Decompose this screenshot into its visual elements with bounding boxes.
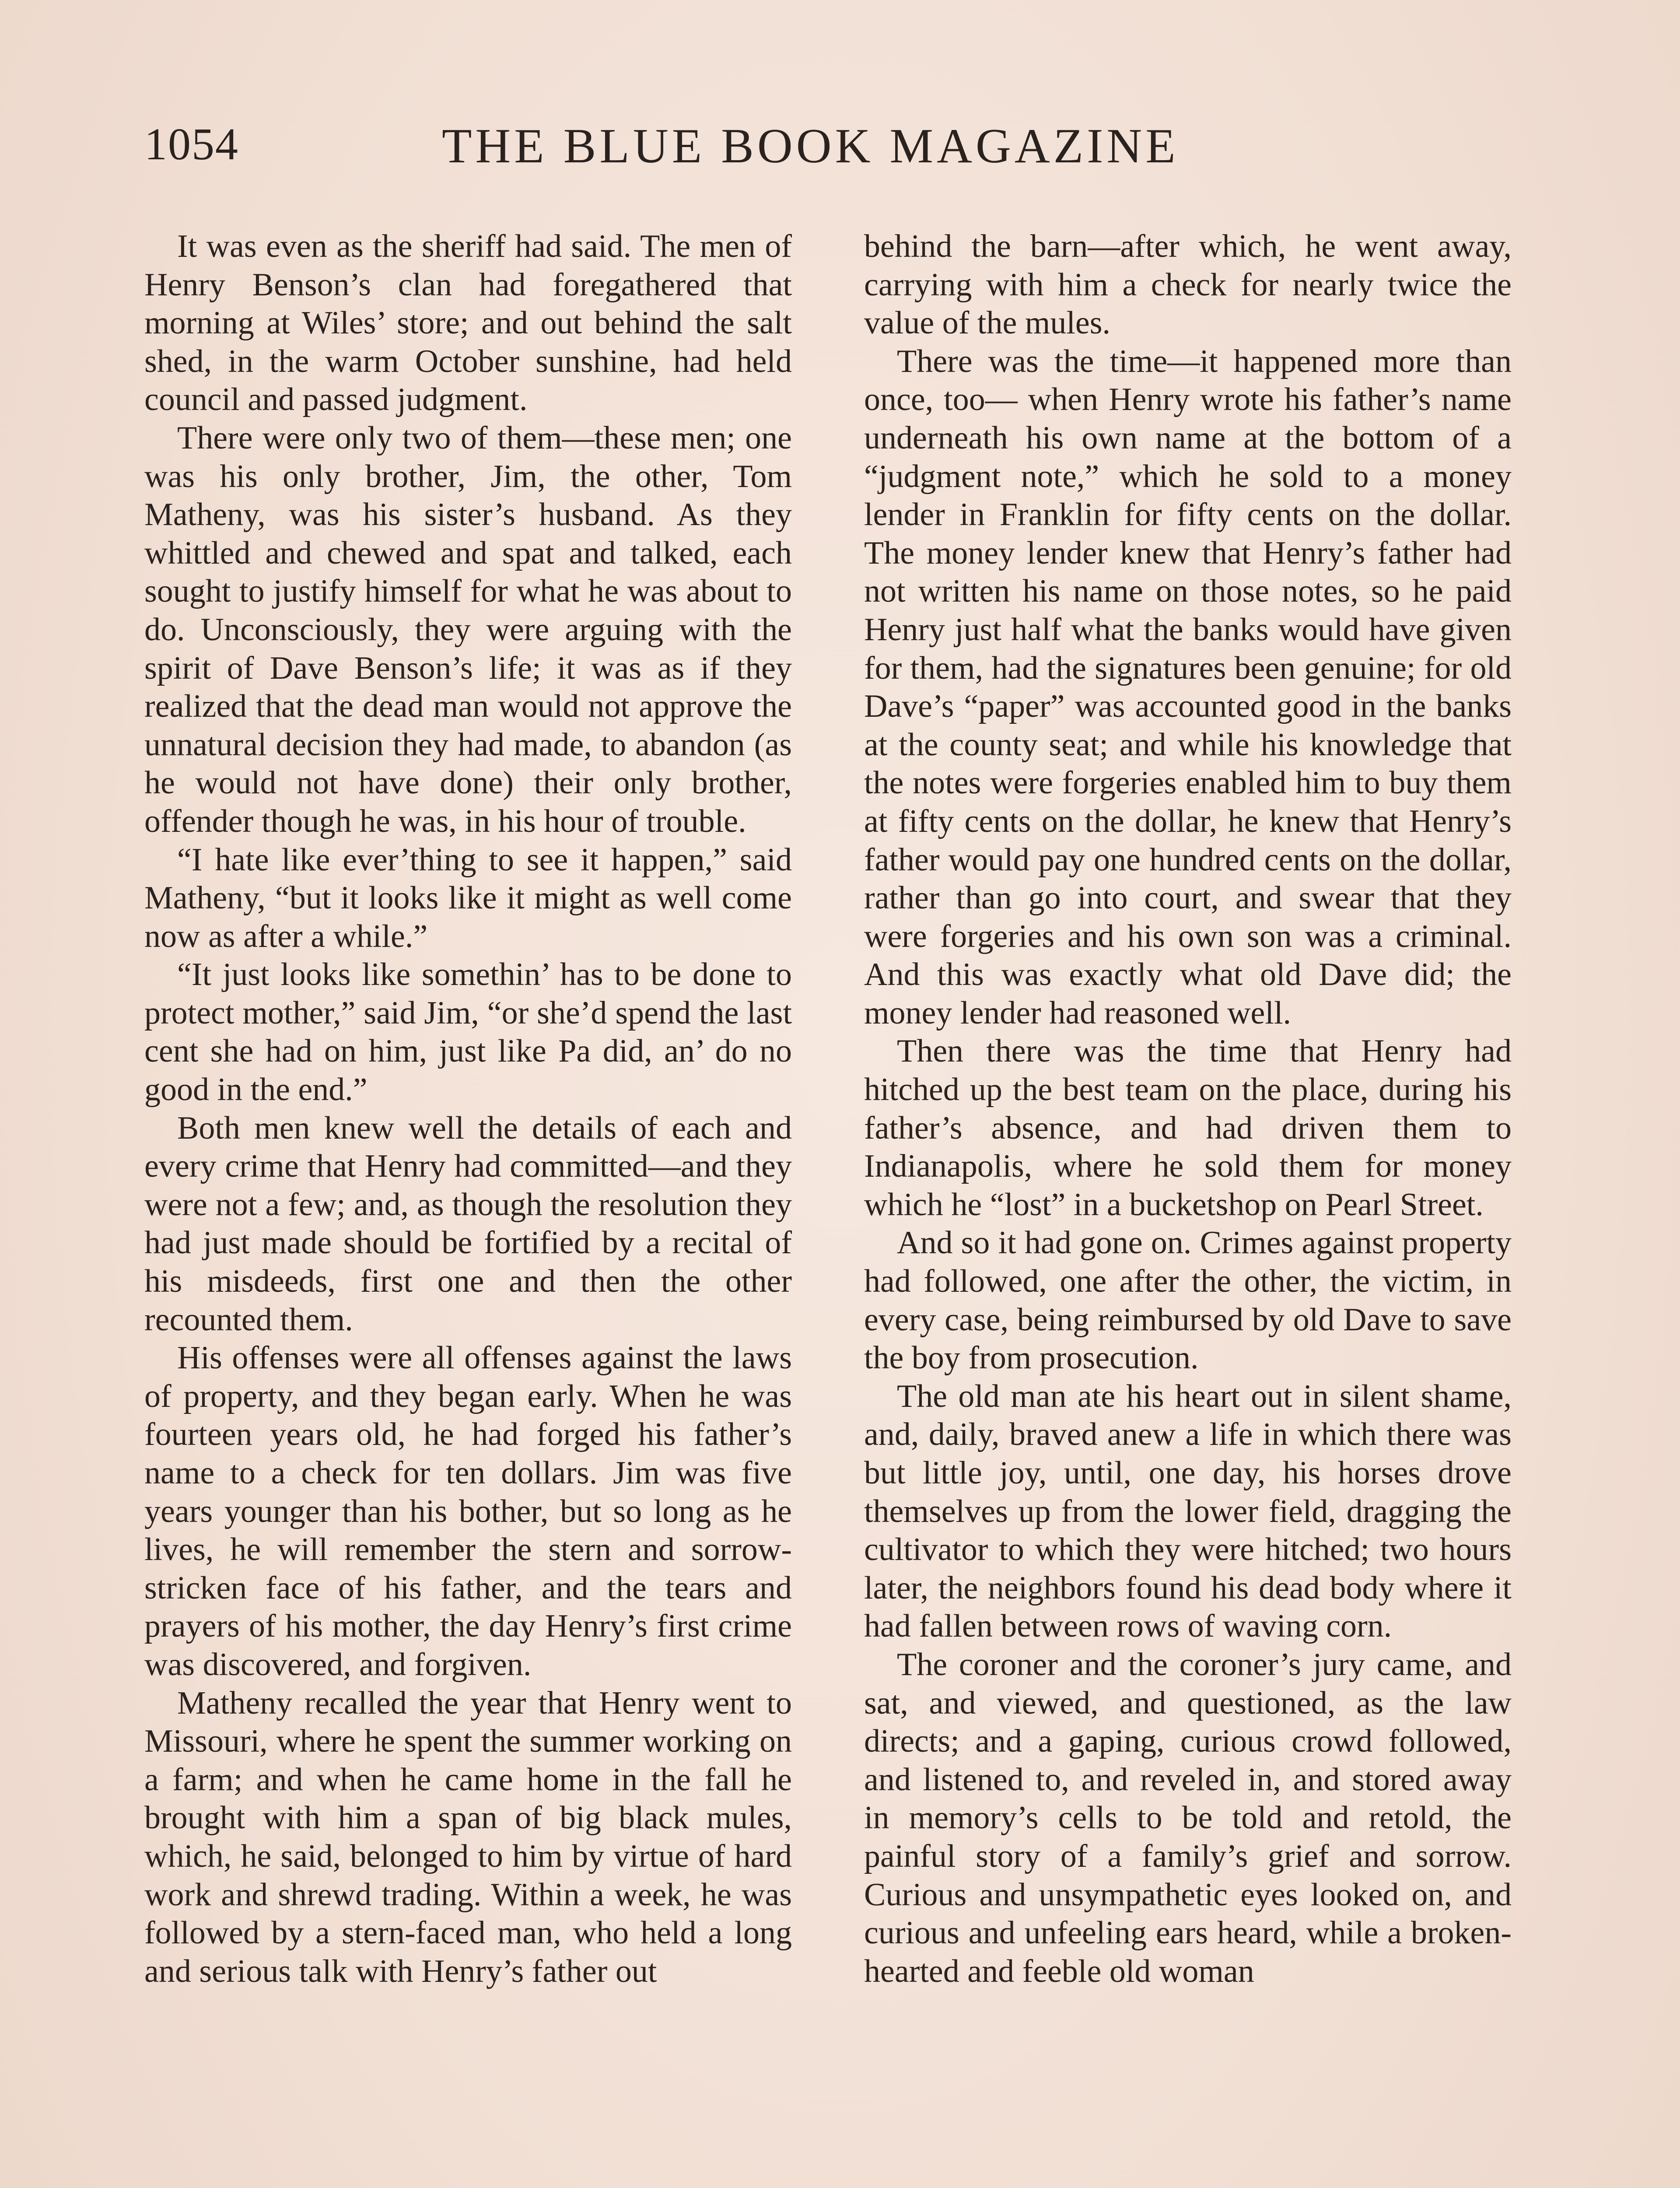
paragraph: Then there was the time that Henry had hitched up the best team on the place, during his father’s absence, and had driven them to Indianapolis, where he sold them for money which he “lost” in a bucketshop on Pearl Street.	[864, 1033, 1512, 1223]
paragraph: Matheny recalled the year that Henry went to Missouri, where he spent the summer working on a farm; and when he came home in the fall he brought with him a span of big black mules, which, he said, belonged to him by virtue of hard work and shrewd trading. Within a week, he was followed by a stern-faced man, who held a long and serious talk with Henry’s father out	[144, 1685, 792, 1989]
page-number: 1054	[144, 119, 239, 169]
paragraph: Both men knew well the details of each and every crime that Henry had committed—and they were not a few; and, as though the resolution they had just made should be fortified by a recital of his misdeeds, first one and then the other recounted them.	[144, 1110, 792, 1338]
left-column	[144, 228, 792, 1991]
continued-paragraph: behind the barn—after which, he went away, carrying with him a check for nearly twice the value of the mules.	[864, 228, 1512, 341]
right-column	[864, 228, 1512, 1991]
paragraph: It was even as the sheriff had said. The men of Henry Benson’s clan had foregathered that morning at Wiles’ store; and out behind the salt shed, in the warm October sunshine, had held council and passed judgment.	[144, 228, 792, 418]
page-header	[144, 118, 1536, 197]
paragraph: “I hate like ever’thing to see it happen,” said Matheny, “but it looks like it might as well come now as after a while.”	[144, 842, 792, 954]
paragraph: And so it had gone on. Crimes against property had followed, one after the other, the victim, in every case, being reimbursed by old Dave to save the boy from prosecution.	[864, 1225, 1512, 1376]
paragraph: The coroner and the coroner’s jury came, and sat, and viewed, and questioned, as the law directs; and a gaping, curious crowd followed, and listened to, and reveled in, and stored away in memory’s cells to be told and retold, the painful story of a family’s grief and sorrow. Curious and unsympathetic eyes looked on, and curious and unfeeling ears heard, while a broken-hearted and feeble old woman	[864, 1646, 1512, 1989]
paragraph: There was the time—it happened more than once, too— when Henry wrote his father’s name underneath his own name at the bottom of a “judgment note,” which he sold to a money lender in Franklin for fifty cents on the dollar. The money lender knew that Henry’s father had not written his name on those notes, so he paid Henry just half what the banks would have given for them, had the signatures been genuine; for old Dave’s “paper” was accounted good in the banks at the county seat; and while his knowledge that the notes were forgeries enabled him to buy them at fifty cents on the dollar, he knew that Henry’s father would pay one hundred cents on the dollar, rather than go into court, and swear that they were forgeries and his own son was a criminal. And this was exactly what old Dave did; the money lender had reasoned well.	[864, 343, 1512, 1031]
paragraph: His offenses were all offenses against the laws of property, and they began early. When he was fourteen years old, he had forged his father’s name to a check for ten dollars. Jim was five years younger than his bother, but so long as he lives, he will remember the stern and sorrow-stricken face of his father, and the tears and prayers of his mother, the day Henry’s first crime was discovered, and forgiven.	[144, 1340, 792, 1683]
running-title: THE BLUE BOOK MAGAZINE	[442, 119, 1179, 173]
paragraph: “It just looks like somethin’ has to be done to protect mother,” said Jim, “or she’d spend the last cent she had on him, just like Pa did, an’ do no good in the end.”	[144, 957, 792, 1108]
paragraph: There were only two of them—these men; one was his only brother, Jim, the other, Tom Matheny, was his sister’s husband. As they whittled and chewed and spat and talked, each sought to justify himself for what he was about to do. Unconsciously, they were arguing with the spirit of Dave Benson’s life; it was as if they realized that the dead man would not approve the unnatural decision they had made, to abandon (as he would not have done) their only brother, offender though he was, in his hour of trouble.	[144, 420, 792, 839]
paragraph: The old man ate his heart out in silent shame, and, daily, braved anew a life in which there was but little joy, until, one day, his horses drove themselves up from the lower field, dragging the cultivator to which they were hitched; two hours later, the neighbors found his dead body where it had fallen between rows of waving corn.	[864, 1378, 1512, 1645]
